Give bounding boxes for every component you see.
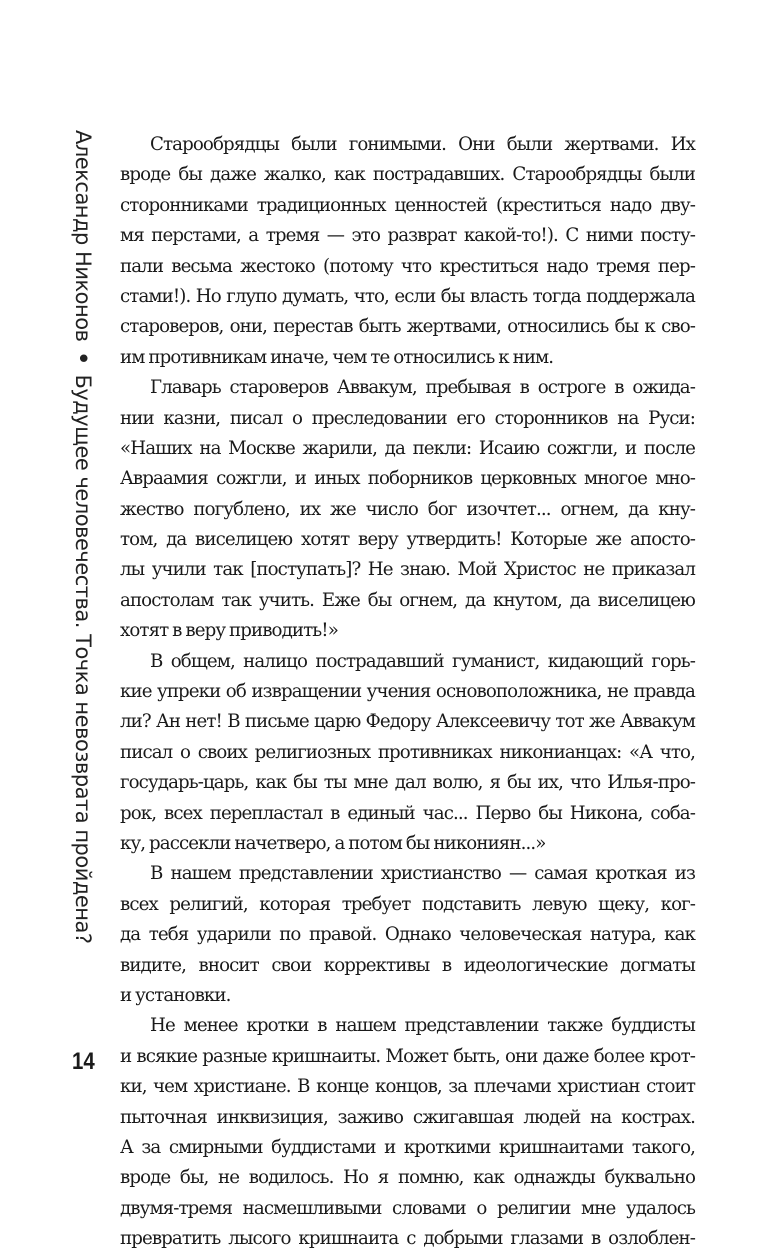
text-line: лы учили так [поступать]? Не знаю. Мой Христос не приказал: [120, 559, 695, 581]
text-line: стами!). Но глупо думать, что, если бы власть тогда поддержала: [120, 285, 695, 307]
text-line: мя перстами, а тремя — это разврат какой-то!). С ними посту-: [120, 225, 695, 247]
body-text: [120, 130, 695, 1254]
text-line: апостолам так учить. Еже бы огнем, да кнутом, да виселицею: [120, 589, 695, 611]
text-line: В общем, налицо пострадавший гуманист, кидающий горь-: [150, 650, 695, 672]
text-line: кие упреки об извращении учения основоположника, не правда: [120, 681, 695, 703]
text-line: Главарь староверов Аввакум, пребывая в остроге в ожида-: [150, 377, 695, 399]
text-line: видите, вносит свои коррективы в идеологические догматы: [120, 954, 695, 976]
text-line: вроде бы, не водилось. Но я помню, как однажды буквально: [120, 1167, 695, 1189]
running-head-text: [63, 130, 103, 1030]
text-line: рок, всех перепластал в единый час... Перво бы Никона, соба-: [120, 802, 695, 824]
running-head-separator: •: [71, 351, 95, 365]
text-line: том, да виселицею хотят веру утвердить! Которые же апосто-: [120, 529, 695, 551]
text-line: пыточная инквизиция, заживо сжигавшая людей на кострах.: [120, 1106, 695, 1128]
text-line: хотят в веру приводить!»: [120, 620, 338, 642]
text-line: жество погублено, их же число бог изочтет... огнем, да кну-: [120, 498, 695, 520]
running-head-author: Александр Никонов: [71, 130, 95, 342]
page-number: 14: [72, 1048, 95, 1075]
text-line: Не менее кротки в нашем представлении также буддисты: [150, 1015, 695, 1037]
text-line: ки, чем христиане. В конце концов, за плечами христиан стоит: [120, 1076, 695, 1098]
text-line: Авраамия сожгли, и иных поборников церковных многое мно-: [120, 468, 695, 490]
text-line: ли? Ан нет! В письме царю Федору Алексеевичу тот же Аввакум: [120, 711, 695, 733]
text-line: ку, рассекли начетверо, а потом бы никониян...»: [120, 832, 546, 854]
text-line: им противникам иначе, чем те относились к ним.: [120, 346, 554, 368]
running-head-title: Будущее человечества. Точка невозврата пройдена?: [71, 374, 95, 944]
text-line: писал о своих религиозных противниках никонианцах: «А что,: [120, 741, 695, 763]
text-line: вроде бы даже жалко, как пострадавших. Старообрядцы были: [120, 164, 695, 186]
text-line: государь-царь, как бы ты мне дал волю, я бы их, что Илья-про-: [120, 772, 695, 794]
text-line: Старообрядцы были гонимыми. Они были жертвами. Их: [150, 134, 695, 155]
text-line: и всякие разные кришнаиты. Может быть, они даже более крот-: [120, 1045, 695, 1067]
text-line: В нашем представлении христианство — самая кроткая из: [150, 863, 695, 885]
text-line: сторонниками традиционных ценностей (креститься надо дву-: [120, 194, 695, 216]
text-line: пали весьма жестоко (потому что креститься надо тремя пер-: [120, 255, 695, 277]
text-line: всех религий, которая требует подставить левую щеку, ког-: [120, 893, 695, 915]
text-line: нии казни, писал о преследовании его сторонников на Руси:: [120, 407, 695, 429]
text-line: превратить лысого кришнаита с добрыми глазами в озлоблен-: [120, 1228, 695, 1250]
text-line: староверов, они, перестав быть жертвами, относились бы к сво-: [120, 316, 695, 338]
text-line: да тебя ударили по правой. Однако человеческая натура, как: [120, 924, 695, 946]
running-head: [63, 130, 103, 1030]
text-line: двумя-тремя насмешливыми словами о религии мне удалось: [120, 1197, 695, 1219]
text-line: и установки.: [120, 984, 231, 1006]
text-line: А за смирными буддистами и кроткими кришнаитами такого,: [120, 1136, 695, 1158]
text-line: «Наших на Москве жарили, да пекли: Исаию сожгли, и после: [120, 437, 695, 459]
